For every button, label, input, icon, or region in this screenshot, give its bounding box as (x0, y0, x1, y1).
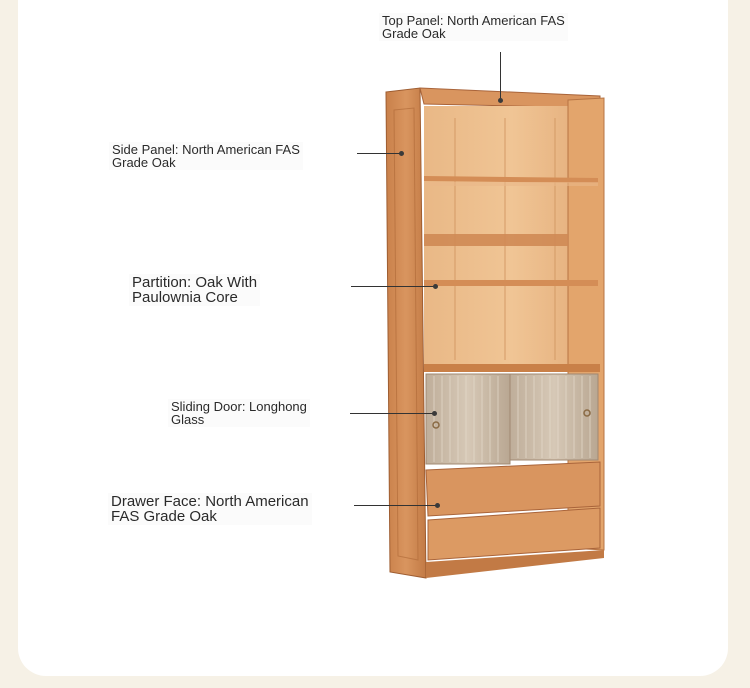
callout-sliding-door-line2: Glass (171, 412, 205, 427)
callout-partition-line1: Partition: Oak With (132, 274, 258, 291)
callout-top-panel (379, 13, 568, 41)
sliding-door-marker (432, 411, 437, 416)
callout-drawer-face-line1: Drawer Face: North American (111, 493, 309, 510)
callout-side-panel-line1: Side Panel: North American FAS (112, 142, 300, 157)
callout-drawer-face-line2: FAS Grade Oak (111, 508, 217, 525)
drawer-face-leader-line (354, 505, 437, 506)
callout-partition (129, 274, 260, 306)
callout-sliding-door-line1: Sliding Door: Longhong (171, 399, 307, 414)
side-panel-marker (399, 151, 404, 156)
shelf-3 (424, 280, 598, 286)
partition-marker (433, 284, 438, 289)
callout-side-panel-line2: Grade Oak (112, 155, 176, 170)
side-panel-leader-line (357, 153, 401, 154)
callout-drawer-face (108, 493, 312, 525)
sliding-door-leader-line (350, 413, 434, 414)
callout-sliding-door (168, 399, 310, 427)
callout-side-panel (109, 142, 303, 170)
partition-leader-line (351, 286, 435, 287)
shelf-1-shadow (424, 182, 598, 186)
callout-partition-line2: Paulownia Core (132, 289, 238, 306)
drawer-top-face (426, 462, 600, 516)
sliding-door-left (426, 374, 510, 464)
shelf-4 (424, 364, 600, 372)
sliding-door-right (510, 374, 598, 460)
top-panel-leader-line (500, 52, 501, 100)
top-panel-marker (498, 98, 503, 103)
drawer-face-marker (435, 503, 440, 508)
callout-top-panel-line1: Top Panel: North American FAS (382, 13, 565, 28)
callout-top-panel-line2: Grade Oak (382, 26, 446, 41)
shelf-2 (424, 234, 568, 246)
